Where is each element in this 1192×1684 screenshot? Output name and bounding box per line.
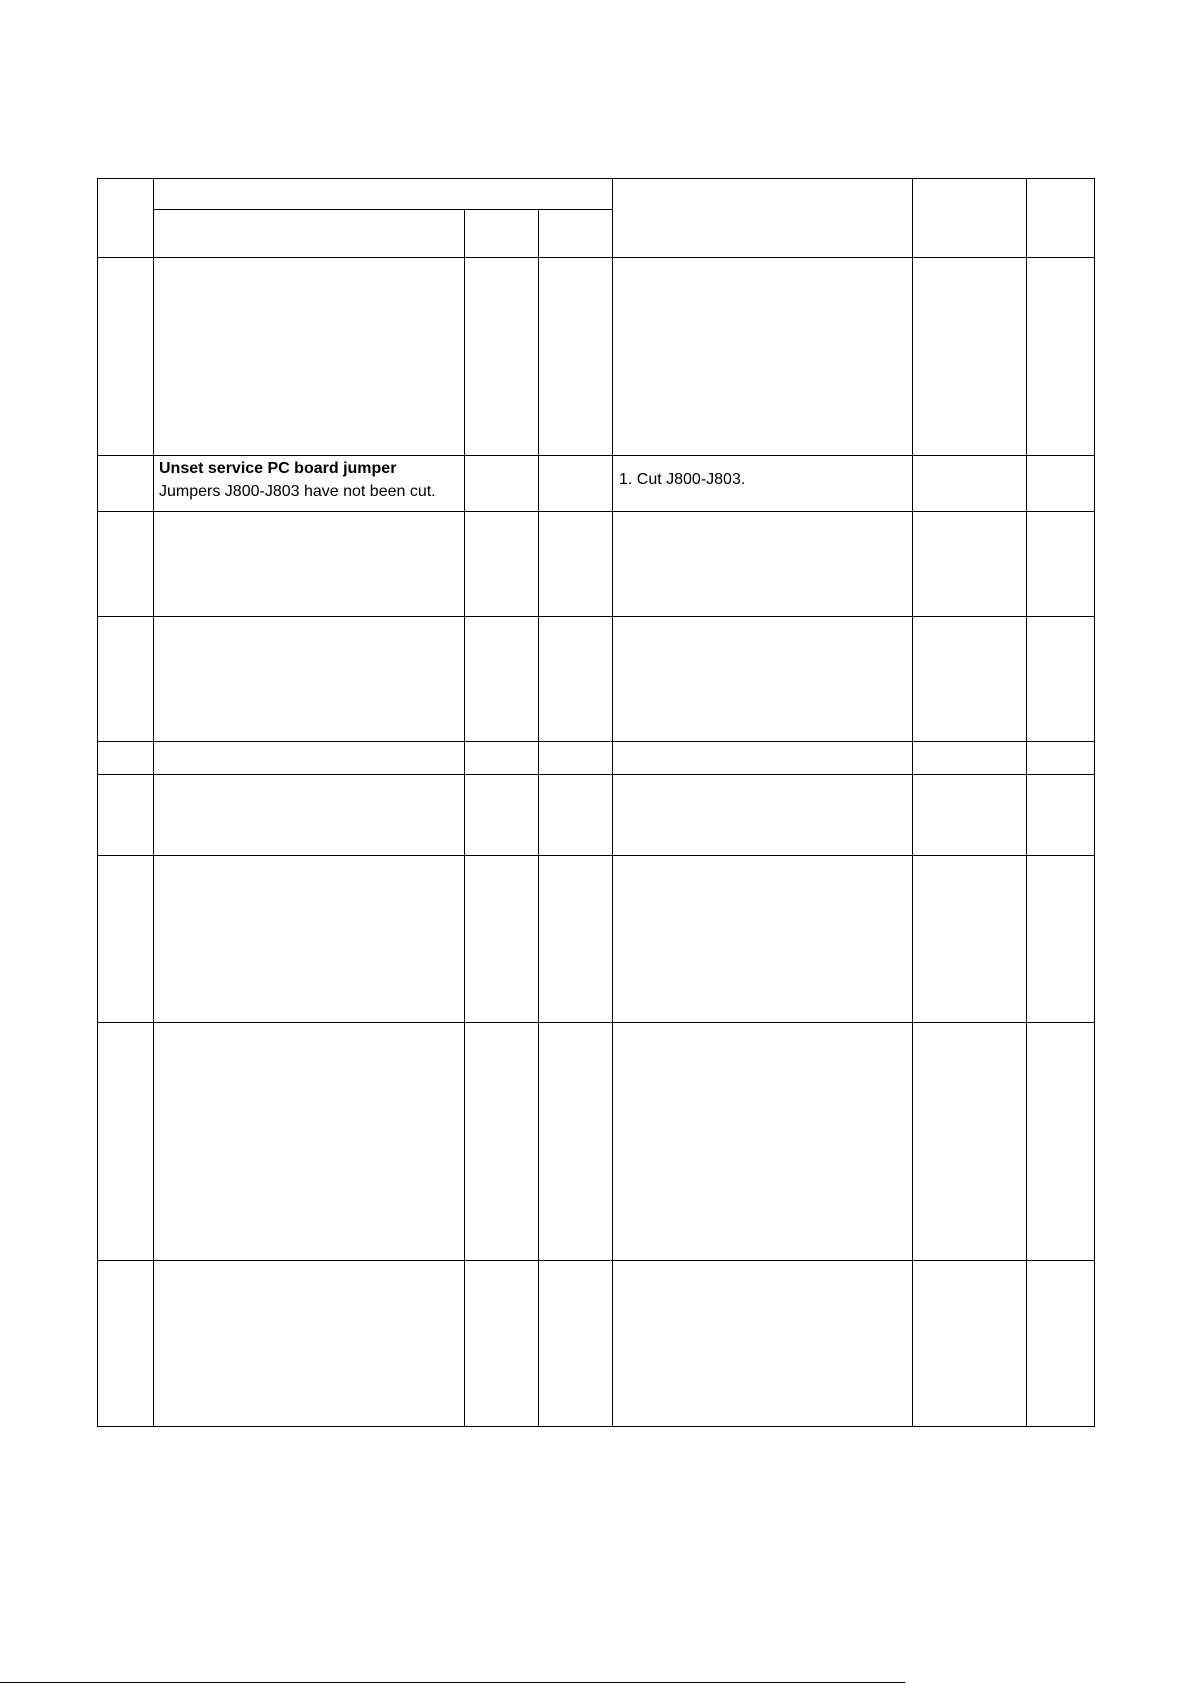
row-divider bbox=[97, 1260, 1095, 1261]
row-divider bbox=[97, 616, 1095, 617]
column-divider bbox=[1026, 178, 1027, 1427]
row-divider bbox=[97, 1022, 1095, 1023]
column-divider bbox=[612, 178, 613, 1427]
column-divider bbox=[153, 178, 154, 1427]
row-divider bbox=[97, 741, 1095, 742]
header-bottom-rule bbox=[97, 257, 1095, 258]
table-border-left bbox=[97, 178, 98, 1427]
row-title: Unset service PC board jumper bbox=[159, 460, 397, 477]
table-border-top bbox=[97, 178, 1095, 179]
header-subdivider bbox=[153, 209, 613, 210]
column-divider bbox=[912, 178, 913, 1427]
row-divider bbox=[97, 455, 1095, 456]
column-divider bbox=[464, 209, 465, 1427]
table-border-right bbox=[1094, 178, 1095, 1427]
table-border-bottom bbox=[97, 1426, 1095, 1427]
row-divider bbox=[97, 855, 1095, 856]
row-description: Jumpers J800-J803 have not been cut. bbox=[159, 483, 436, 500]
column-divider bbox=[538, 209, 539, 1427]
footer-rule bbox=[0, 1682, 905, 1683]
row-divider bbox=[97, 511, 1095, 512]
row-remedy: 1. Cut J800-J803. bbox=[619, 471, 746, 488]
row-divider bbox=[97, 774, 1095, 775]
